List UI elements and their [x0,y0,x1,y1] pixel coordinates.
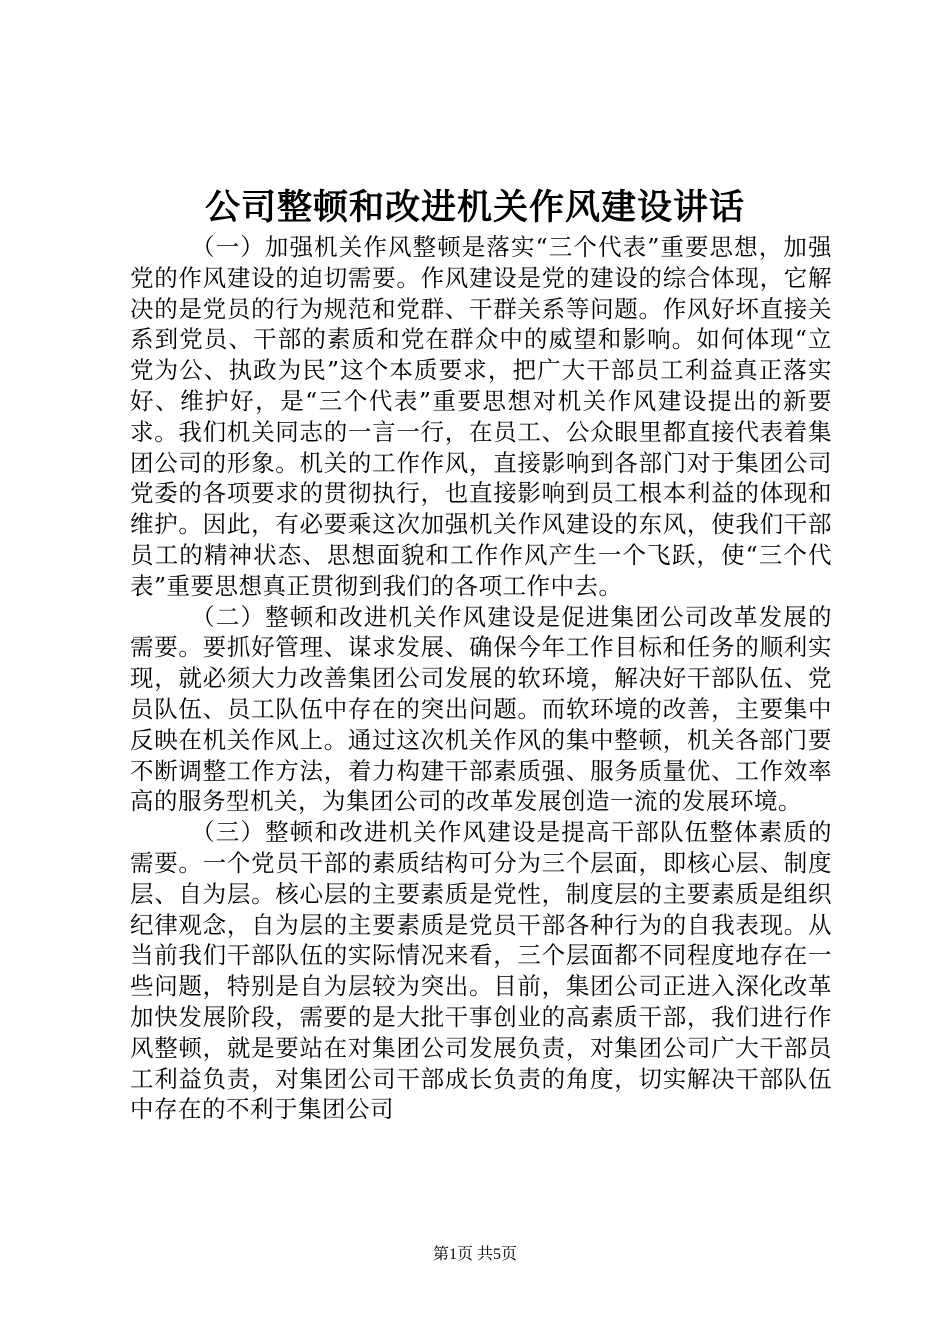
document-body [130,232,832,1125]
paragraph-3: （三）整顿和改进机关作风建设是提高干部队伍整体素质的需要。一个党员干部的素质结构可分为三个层面，即核心层、制度层、自为层。核心层的主要素质是党性，制度层的主要素质是组织纪律观念，自为层的主要素质是党员干部各种行为的自我表现。从当前我们干部队伍的实际情况来看，三个层面都不同程度地存在一些问题，特别是自为层较为突出。目前，集团公司正进入深化改革加快发展阶段，需要的是大批干事创业的高素质干部，我们进行作风整顿，就是要站在对集团公司发展负责，对集团公司广大干部员工利益负责，对集团公司干部成长负责的角度，切实解决干部队伍中存在的不利于集团公司 [130,818,832,1124]
paragraph-2: （二）整顿和改进机关作风建设是促进集团公司改革发展的需要。要抓好管理、谋求发展、确保今年工作目标和任务的顺利实现，就必须大力改善集团公司发展的软环境，解决好干部队伍、党员队伍、员工队伍中存在的突出问题。而软环境的改善，主要集中反映在机关作风上。通过这次机关作风的集中整顿，机关各部门要不断调整工作方法，着力构建干部素质强、服务质量优、工作效率高的服务型机关，为集团公司的改革发展创造一流的发展环境。 [130,602,832,816]
paragraph-1: （一）加强机关作风整顿是落实“三个代表”重要思想，加强党的作风建设的迫切需要。作风建设是党的建设的综合体现，它解决的是党员的行为规范和党群、干群关系等问题。作风好坏直接关系到党员、干部的素质和党在群众中的威望和影响。如何体现“立党为公、执政为民”这个本质要求，把广大干部员工利益真正落实好、维护好，是“三个代表”重要思想对机关作风建设提出的新要求。我们机关同志的一言一行，在员工、公众眼里都直接代表着集团公司的形象。机关的工作作风，直接影响到各部门对于集团公司党委的各项要求的贯彻执行，也直接影响到员工根本利益的体现和维护。因此，有必要乘这次加强机关作风建设的东风，使我们干部员工的精神状态、思想面貌和工作作风产生一个飞跃，使“三个代表”重要思想真正贯彻到我们的各项工作中去。 [130,233,832,600]
document-title: 公司整顿和改进机关作风建设讲话 [204,187,745,228]
page-number-footer: 第1页 共5页 [432,1246,517,1263]
